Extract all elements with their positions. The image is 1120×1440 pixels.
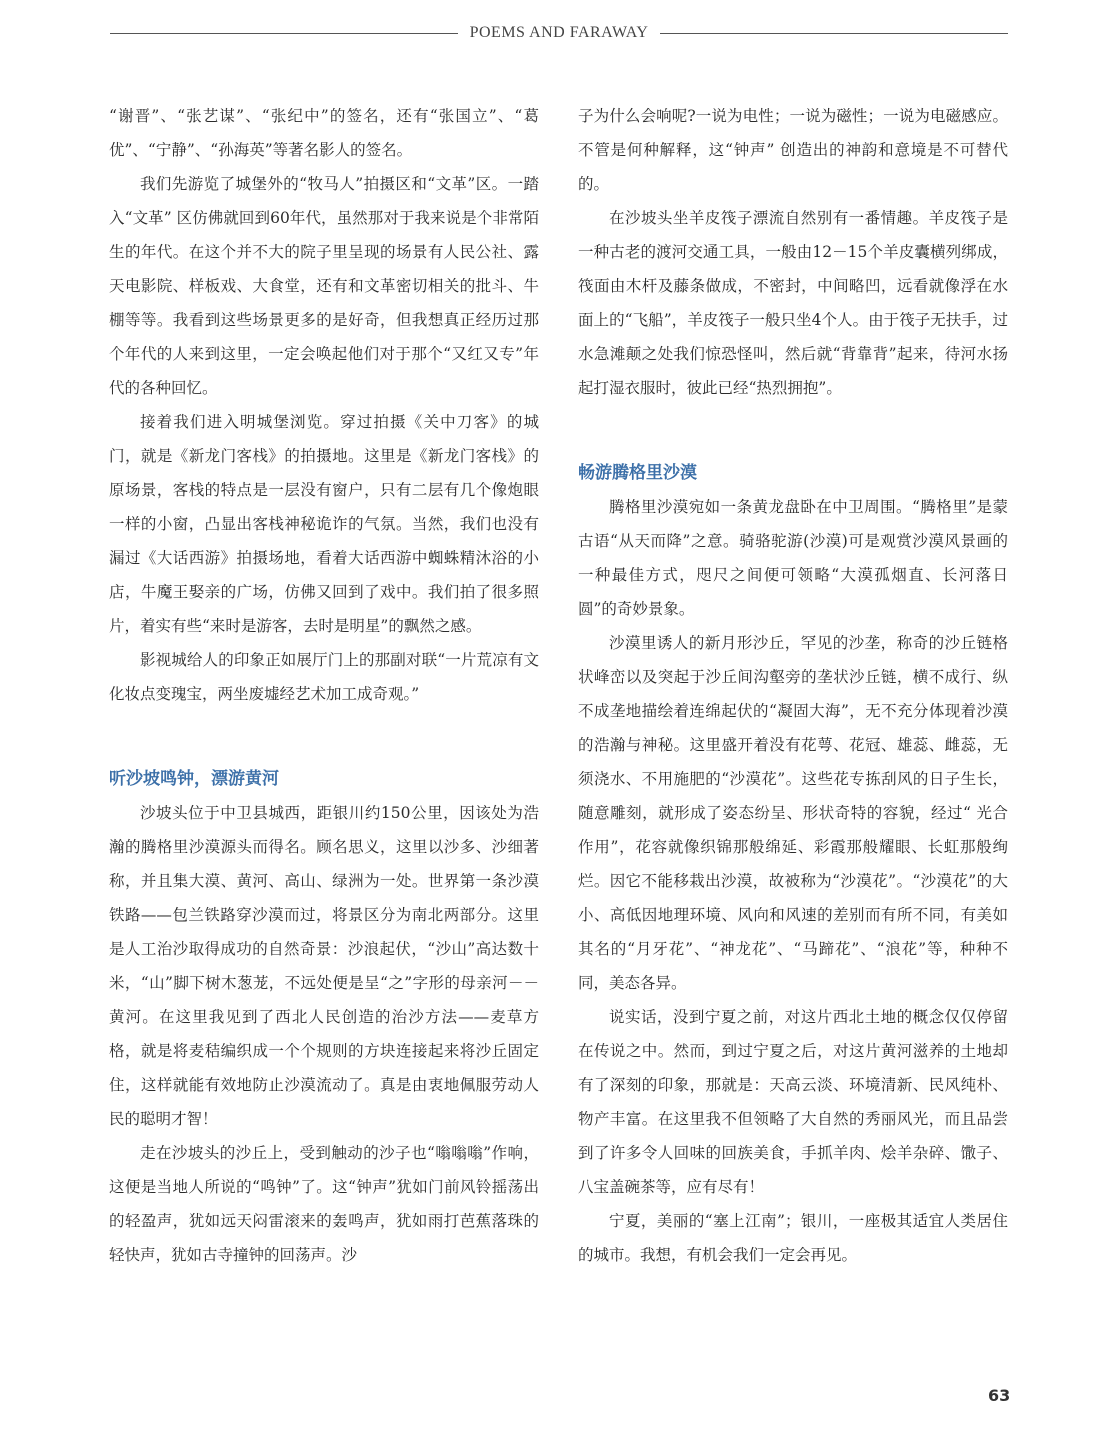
- paragraph: 子为什么会响呢?一说为电性；一说为磁性；一说为电磁感应。不管是何种解释，这“钟声” 创造出的神韵和意境是不可替代的。: [578, 107, 1008, 193]
- paragraph: 沙漠里诱人的新月形沙丘，罕见的沙垄，称奇的沙丘链格状峰峦以及突起于沙丘间沟壑旁的垄状沙丘链，横不成行、纵不成垄地描绘着连绵起伏的“凝固大海”，无不充分体现着沙漠的浩瀚与神秘。这里盛开着没有花萼、花冠、雄蕊、雌蕊，无须浇水、不用施肥的“沙漠花”。这些花专拣刮风的日子生长，随意雕刻，就形成了姿态纷呈、形状奇特的容貌，经过“ 光合作用”，花容就像织锦那般绵延、彩霞那般耀眼、长虹那般绚烂。因它不能移栽出沙漠，故被称为“沙漠花”。“沙漠花”的大小、高低因地理环境、风向和风速的差别而有所不同，有美如其名的“月牙花”、“神龙花”、“马蹄花”、“浪花”等，种种不同，美态各异。: [578, 634, 1008, 992]
- magazine-title: POEMS AND FARAWAY: [469, 24, 649, 41]
- section-gap: [109, 711, 539, 762]
- paragraph: “谢晋”、“张艺谋”、“张纪中”的签名，还有“张国立”、“葛优”、“宁静”、“孙海英”等著名影人的签名。: [109, 107, 539, 159]
- running-header: [110, 20, 1008, 46]
- paragraph: 腾格里沙漠宛如一条黄龙盘卧在中卫周围。“腾格里”是蒙古语“从天而降”之意。骑骆驼游(沙漠)可是观赏沙漠风景画的一种最佳方式，咫尺之间便可领略“大漠孤烟直、长河落日圆”的奇妙景象。: [578, 498, 1008, 618]
- paragraph: 沙坡头位于中卫县城西，距银川约150公里，因该处为浩瀚的腾格里沙漠源头而得名。顾名思义，这里以沙多、沙细著称，并且集大漠、黄河、高山、绿洲为一处。世界第一条沙漠铁路——包兰铁路穿沙漠而过，将景区分为南北两部分。这里是人工治沙取得成功的自然奇景：沙浪起伏，“沙山”高达数十米，“山”脚下树木葱茏，不远处便是呈“之”字形的母亲河－－黄河。在这里我见到了西北人民创造的治沙方法——麦草方格，就是将麦秸编织成一个个规则的方块连接起来将沙丘固定住，这样就能有效地防止沙漠流动了。真是由衷地佩服劳动人民的聪明才智！: [109, 804, 539, 1128]
- paragraph: 说实话，没到宁夏之前，对这片西北土地的概念仅仅停留在传说之中。然而，到过宁夏之后，对这片黄河滋养的土地却有了深刻的印象，那就是：天高云淡、环境清新、民风纯朴、物产丰富。在这里我不但领略了大自然的秀丽风光，而且品尝到了许多令人回味的回族美食，手抓羊肉、烩羊杂碎、馓子、八宝盖碗茶等，应有尽有！: [578, 1008, 1008, 1196]
- section-heading: 听沙坡鸣钟，漂游黄河: [109, 769, 279, 789]
- paragraph: 走在沙坡头的沙丘上，受到触动的沙子也“嗡嗡嗡”作响，这便是当地人所说的“鸣钟”了。这“钟声”犹如门前风铃摇荡出的轻盈声，犹如远天闷雷滚来的轰鸣声，犹如雨打芭蕉落珠的轻快声，犹如古寺撞钟的回荡声。沙: [109, 1144, 539, 1264]
- header-rule-right: [660, 33, 1008, 34]
- paragraph: 在沙坡头坐羊皮筏子漂流自然别有一番情趣。羊皮筏子是一种古老的渡河交通工具，一般由12－15个羊皮囊横列绑成，筏面由木杆及藤条做成，不密封，中间略凹，远看就像浮在水面上的“飞船”，羊皮筏子一般只坐4个人。由于筏子无扶手，过水急滩颠之处我们惊恐怪叫，然后就“背靠背”起来，待河水扬起打湿衣服时，彼此已经“热烈拥抱”。: [578, 209, 1008, 397]
- paragraph: 宁夏，美丽的“塞上江南”；银川，一座极其适宜人类居住的城市。我想，有机会我们一定会再见。: [578, 1212, 1008, 1264]
- left-column: [109, 99, 539, 1272]
- page-number: 63: [988, 1386, 1011, 1405]
- section-gap: [578, 405, 1008, 456]
- section-heading: 畅游腾格里沙漠: [578, 463, 697, 483]
- header-rule-left: [110, 33, 458, 34]
- paragraph: 接着我们进入明城堡浏览。穿过拍摄《关中刀客》的城门，就是《新龙门客栈》的拍摄地。这里是《新龙门客栈》的原场景，客栈的特点是一层没有窗户，只有二层有几个像炮眼一样的小窗，凸显出客栈神秘诡诈的气氛。当然，我们也没有漏过《大话西游》拍摄场地，看着大话西游中蜘蛛精沐浴的小店，牛魔王娶亲的广场，仿佛又回到了戏中。我们拍了很多照片，着实有些“来时是游客，去时是明星”的飘然之感。: [109, 413, 539, 635]
- paragraph: 影视城给人的印象正如展厅门上的那副对联“一片荒凉有文化妆点变瑰宝，两坐废墟经艺术加工成奇观。”: [109, 651, 539, 703]
- right-column: [578, 99, 1008, 1272]
- paragraph: 我们先游览了城堡外的“牧马人”拍摄区和“文革”区。一踏入“文革” 区仿佛就回到60年代，虽然那对于我来说是个非常陌生的年代。在这个并不大的院子里呈现的场景有人民公社、露天电影院、样板戏、大食堂，还有和文革密切相关的批斗、牛棚等等。我看到这些场景更多的是好奇，但我想真正经历过那个年代的人来到这里，一定会唤起他们对于那个“又红又专”年代的各种回忆。: [109, 175, 539, 397]
